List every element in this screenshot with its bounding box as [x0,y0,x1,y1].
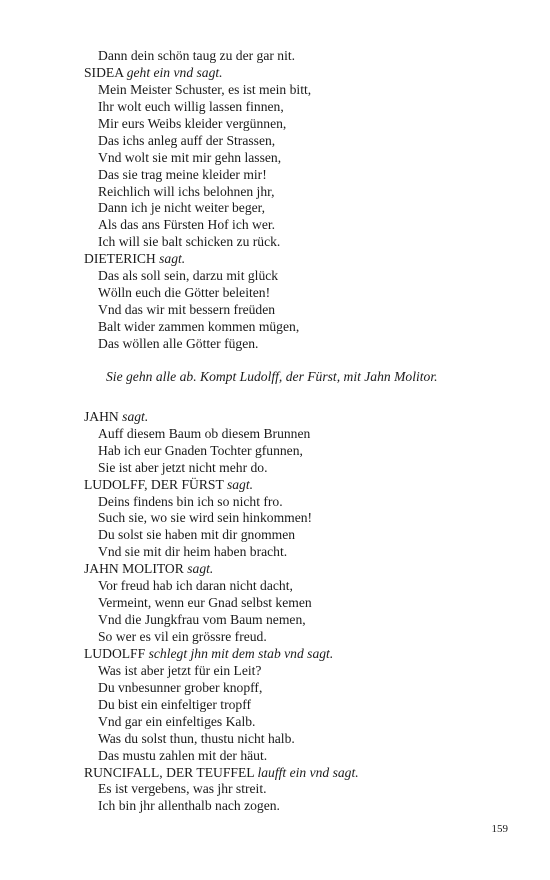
speaker-line [84,477,504,494]
speaker-direction: sagt. [226,476,254,492]
speaker-direction: laufft ein vnd sagt. [257,764,359,780]
verse-line: Was du solst thun, thustu nicht halb. [98,730,295,746]
speaker-name: JAHN [84,408,119,424]
speaker-name: JAHN MOLITOR [84,561,184,577]
verse-line: Es ist vergebens, was jhr streit. [98,781,267,797]
speaker-name: DIETERICH [84,251,156,267]
verse-line: Du solst sie haben mit dir gnommen [98,527,296,543]
verse-line: Reichlich will ichs belohnen jhr, [98,183,275,199]
verse-line: Dann ich je nicht weiter beger, [98,200,266,216]
speaker-name: LUDOLFF [84,645,146,661]
verse-line: Das als soll sein, darzu mit glück [98,268,279,284]
speaker-name: LUDOLFF, DER FÜRST [84,476,224,492]
verse-line: Auff diesem Baum ob diesem Brunnen [98,425,311,441]
speaker-line [84,765,504,782]
verse-line: Vnd wolt sie mit mir gehn lassen, [98,149,282,165]
verse-line: Vermeint, wenn eur Gnad selbst kemen [98,595,312,611]
verse-line: So wer es vil ein grössre freud. [98,629,267,645]
verse-line: Vnd gar ein einfeltiges Kalb. [98,713,256,729]
verse-line: Ich bin jhr allenthalb nach zogen. [98,798,280,814]
verse-line: Vor freud hab ich daran nicht dacht, [98,578,293,594]
verse-line: Du bist ein einfeltiger tropff [98,696,252,712]
speaker-line [84,646,504,663]
verse-line: Als das ans Fürsten Hof ich wer. [98,217,276,233]
verse-line: Dann dein schön taug zu der gar nit. [98,48,296,63]
speaker-line [84,251,504,268]
verse-line: Das ichs anleg auff der Strassen, [98,132,276,148]
speaker-direction: geht ein vnd sagt. [126,64,223,80]
speaker-line [84,561,504,578]
stage-direction: Sie gehn alle ab. Kompt Ludolff, der Fürst, mit Jahn Molitor. [106,368,438,384]
speaker-name: RUNCIFALL, DER TEUFFEL [84,764,255,780]
text-block [84,48,504,815]
verse-line: Ihr wolt euch willig lassen finnen, [98,98,284,114]
speaker-direction: sagt. [187,561,214,577]
speaker-direction: sagt. [122,408,149,424]
verse-line: Vnd die Jungkfrau vom Baum nemen, [98,612,306,628]
page-number: 159 [491,823,508,835]
verse-line: Du vnbesunner grober knopff, [98,679,263,695]
verse-line: Ich will sie balt schicken zu rück. [98,234,281,250]
verse-line: Vnd sie mit dir heim haben bracht. [98,544,288,560]
speaker-line [84,409,504,426]
verse-line: Deins findens bin ich so nicht fro. [98,493,283,509]
speaker-line [84,65,504,82]
verse-line: Das wöllen alle Götter fügen. [98,335,259,351]
verse-line: Das sie trag meine kleider mir! [98,166,267,182]
verse-line: Mein Meister Schuster, es ist mein bitt, [98,81,312,97]
speaker-direction: sagt. [159,251,186,267]
verse-line: Balt wider zammen kommen mügen, [98,319,300,334]
verse-line: Das mustu zahlen mit der häut. [98,747,268,763]
speaker-name: SIDEA [84,64,124,80]
verse-line: Mir eurs Weibs kleider vergünnen, [98,115,287,131]
verse-line: Sie ist aber jetzt nicht mehr do. [98,459,268,475]
speaker-direction: schlegt jhn mit dem stab vnd sagt. [148,645,334,661]
verse-line: Such sie, wo sie wird sein hinkommen! [98,510,313,526]
verse-line: Hab ich eur Gnaden Tochter gfunnen, [98,442,303,458]
verse-line: Vnd das wir mit bessern freüden [98,302,276,318]
verse-line: Was ist aber jetzt für ein Leit? [98,662,262,678]
verse-line: Wölln euch die Götter beleiten! [98,285,271,301]
